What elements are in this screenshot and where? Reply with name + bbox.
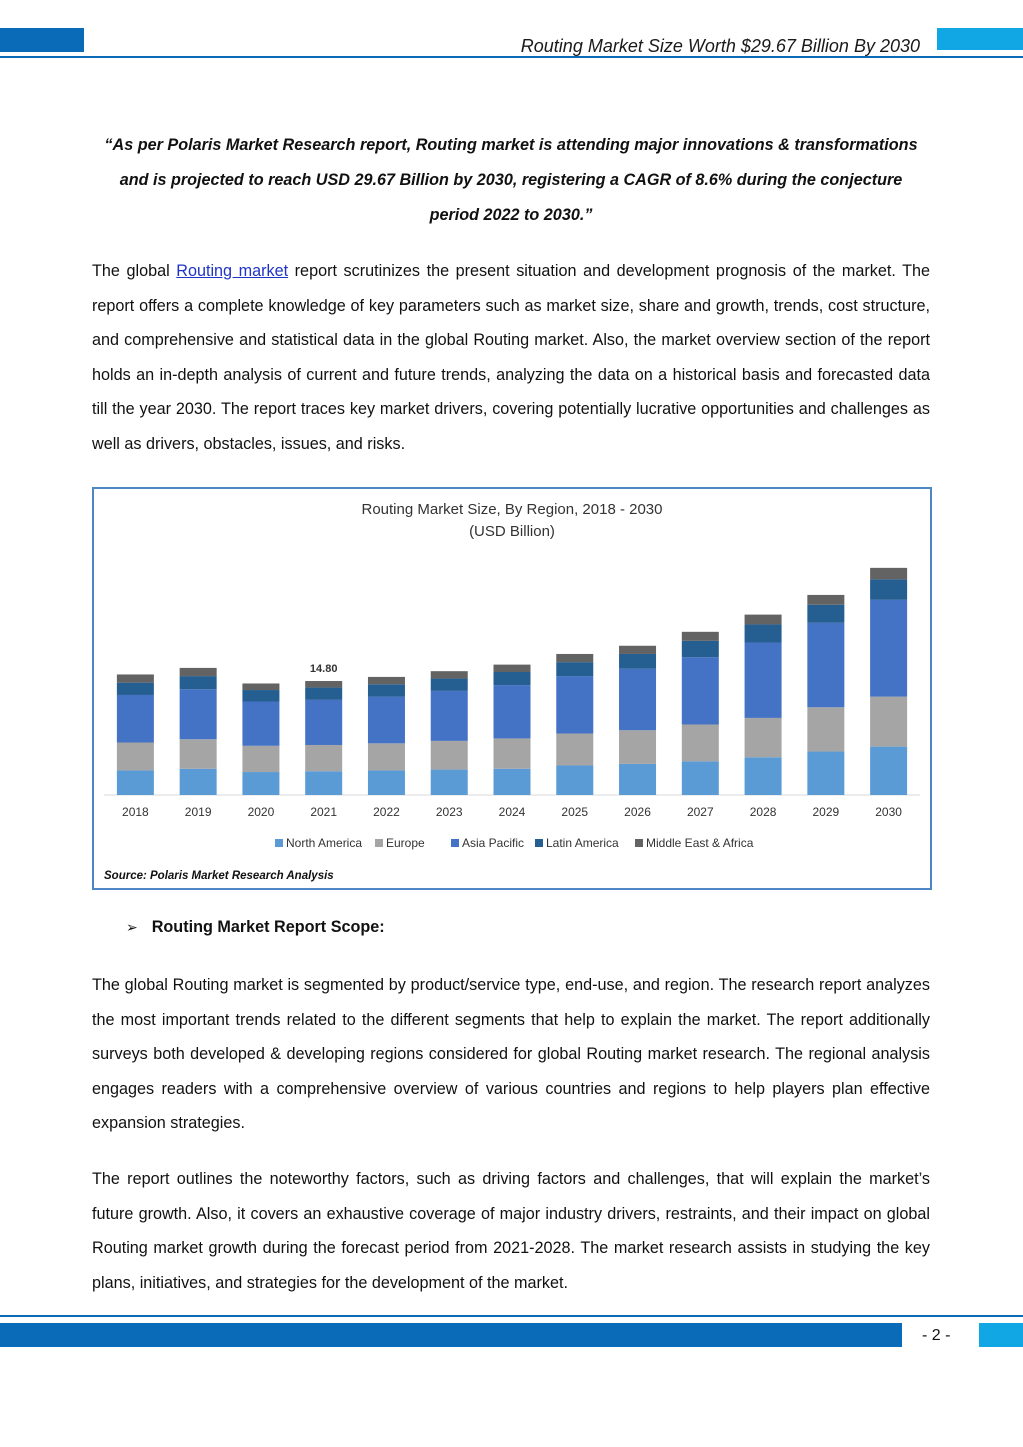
bar-segment: [180, 739, 217, 769]
intro-prefix: The global: [92, 262, 177, 280]
bar-segment: [870, 568, 907, 579]
x-tick-label: 2018: [122, 805, 149, 819]
bar-segment: [556, 662, 593, 676]
bar-segment: [242, 746, 279, 772]
legend-swatch: [451, 839, 459, 847]
page-number: - 2 -: [922, 1327, 951, 1344]
legend-label: Middle East & Africa: [646, 836, 754, 850]
bar-segment: [682, 641, 719, 657]
bar-segment: [494, 738, 531, 768]
market-size-chart: [92, 487, 932, 890]
bar-segment: [117, 743, 154, 771]
pull-quote-line: “As per Polaris Market Research report, Routing market is attending major innovations & transformations: [104, 136, 918, 154]
intro-paragraph: [92, 254, 930, 462]
bar-segment: [494, 665, 531, 672]
bar-segment: [619, 764, 656, 795]
legend-swatch: [275, 839, 283, 847]
bar-segment: [368, 770, 405, 795]
bar-segment: [745, 624, 782, 642]
legend-label: North America: [286, 836, 363, 850]
legend-swatch: [535, 839, 543, 847]
pull-quote-line: and is projected to reach USD 29.67 Billion by 2030, registering a CAGR of 8.6% during the conjecture: [119, 171, 903, 189]
bar-segment: [117, 683, 154, 695]
bar-segment: [117, 770, 154, 795]
footer-accent-right: [979, 1323, 1023, 1347]
bar-segment: [619, 646, 656, 654]
x-tick-label: 2022: [373, 805, 400, 819]
bar-segment: [682, 724, 719, 761]
bar-segment: [745, 718, 782, 757]
bar-segment: [117, 674, 154, 682]
bar-segment: [368, 684, 405, 696]
bar-segment: [870, 579, 907, 600]
scope-heading: [126, 918, 385, 937]
bar-segment: [431, 691, 468, 741]
chart-subtitle: (USD Billion): [469, 523, 555, 540]
chart-title: Routing Market Size, By Region, 2018 - 2030: [361, 501, 663, 518]
bar-segment: [305, 771, 342, 795]
header-accent-right: [937, 28, 1023, 50]
data-label: 14.80: [309, 663, 338, 676]
bar-segment: [807, 752, 844, 795]
chart-source: Source: Polaris Market Research Analysis: [104, 870, 334, 882]
bar-segment: [431, 770, 468, 795]
x-tick-label: 2027: [686, 805, 714, 819]
pull-quote-line: period 2022 to 2030.”: [429, 206, 593, 224]
bar-segment: [305, 681, 342, 688]
legend-label: Europe: [386, 836, 425, 850]
header-title: Routing Market Size Worth $29.67 Billion By 2030: [520, 36, 920, 56]
bar-segment: [242, 690, 279, 701]
bar-segment: [556, 765, 593, 795]
legend-label: Asia Pacific: [462, 836, 525, 850]
legend-label: Latin America: [546, 836, 619, 850]
header-rule: [0, 56, 1023, 58]
bar-segment: [305, 745, 342, 771]
bar-segment: [807, 623, 844, 707]
bar-segment: [745, 615, 782, 625]
bar-segment: [431, 671, 468, 678]
x-tick-label: 2029: [812, 805, 840, 819]
legend-swatch: [635, 839, 643, 847]
intro-rest: report scrutinizes the present situation and development prognosis of the market. The report offers a complete knowledge of key parameters such as market size, share and growth, trends, cost structure, and comprehensive and statistical data in the global Routing market. Also, the market overview section of the report holds an in-depth analysis of current and future trends, analyzing the data on a historical basis and forecasted data till the year 2030. The report traces key market drivers, covering potentially lucrative opportunities and challenges as well as drivers, obstacles, issues, and risks.: [92, 262, 930, 453]
bar-segment: [807, 605, 844, 623]
bar-segment: [556, 734, 593, 766]
bar-segment: [745, 757, 782, 795]
x-tick-label: 2019: [184, 805, 212, 819]
bar-segment: [494, 685, 531, 738]
bar-segment: [180, 769, 217, 795]
bar-segment: [368, 697, 405, 744]
bar-segment: [682, 761, 719, 795]
x-tick-label: 2023: [435, 805, 463, 819]
arrow-bullet-icon: ➢: [126, 919, 138, 935]
legend-swatch: [375, 839, 383, 847]
bar-segment: [494, 672, 531, 685]
bar-segment: [682, 632, 719, 641]
bar-segment: [180, 676, 217, 689]
bar-segment: [619, 654, 656, 669]
bar-segment: [117, 695, 154, 743]
x-tick-label: 2026: [624, 805, 651, 819]
x-tick-label: 2030: [875, 805, 902, 819]
bar-segment: [431, 741, 468, 770]
bar-segment: [242, 772, 279, 795]
bar-segment: [431, 679, 468, 691]
bar-segment: [368, 743, 405, 770]
scope-heading-text: Routing Market Report Scope:: [151, 918, 385, 936]
chart-canvas: [94, 489, 930, 888]
bar-segment: [180, 689, 217, 739]
footer-bar: [0, 1323, 902, 1347]
bar-segment: [556, 676, 593, 733]
pull-quote: [92, 128, 930, 233]
bar-segment: [368, 677, 405, 684]
outlook-paragraph: The report outlines the noteworthy factors, such as driving factors and challenges, that will explain the market’s future growth. Also, it covers an exhaustive coverage of major industry drivers, restraints, and their impact on global Routing market growth during the forecast period from 2021-2028. The market research assists in studying the key plans, initiatives, and strategies for the development of the market.: [92, 1170, 930, 1292]
bar-segment: [870, 697, 907, 747]
bar-segment: [807, 595, 844, 605]
bar-segment: [242, 683, 279, 690]
bar-segment: [870, 747, 907, 795]
bar-segment: [619, 730, 656, 764]
bar-segment: [556, 654, 593, 662]
footer-rule: [0, 1315, 1023, 1317]
x-tick-label: 2028: [749, 805, 777, 819]
bar-segment: [807, 707, 844, 751]
bar-segment: [682, 657, 719, 724]
routing-market-link[interactable]: Routing market: [176, 262, 289, 280]
bar-segment: [745, 642, 782, 717]
x-tick-label: 2021: [310, 805, 338, 819]
x-tick-label: 2024: [498, 805, 526, 819]
header-accent-left: [0, 28, 84, 52]
bar-segment: [305, 700, 342, 745]
bar-segment: [242, 702, 279, 746]
x-tick-label: 2020: [247, 805, 275, 819]
x-tick-label: 2025: [561, 805, 589, 819]
bar-segment: [494, 769, 531, 795]
bar-segment: [619, 669, 656, 731]
bar-segment: [180, 668, 217, 676]
scope-paragraph: The global Routing market is segmented by product/service type, end-use, and region. The research report analyzes the most important trends related to the different segments that help to explain the market. The report additionally surveys both developed & developing regions considered for global Routing market research. The regional analysis engages readers with a comprehensive overview of various countries and regions to help players plan effective expansion strategies.: [92, 976, 930, 1133]
bar-segment: [870, 600, 907, 697]
bar-segment: [305, 688, 342, 700]
